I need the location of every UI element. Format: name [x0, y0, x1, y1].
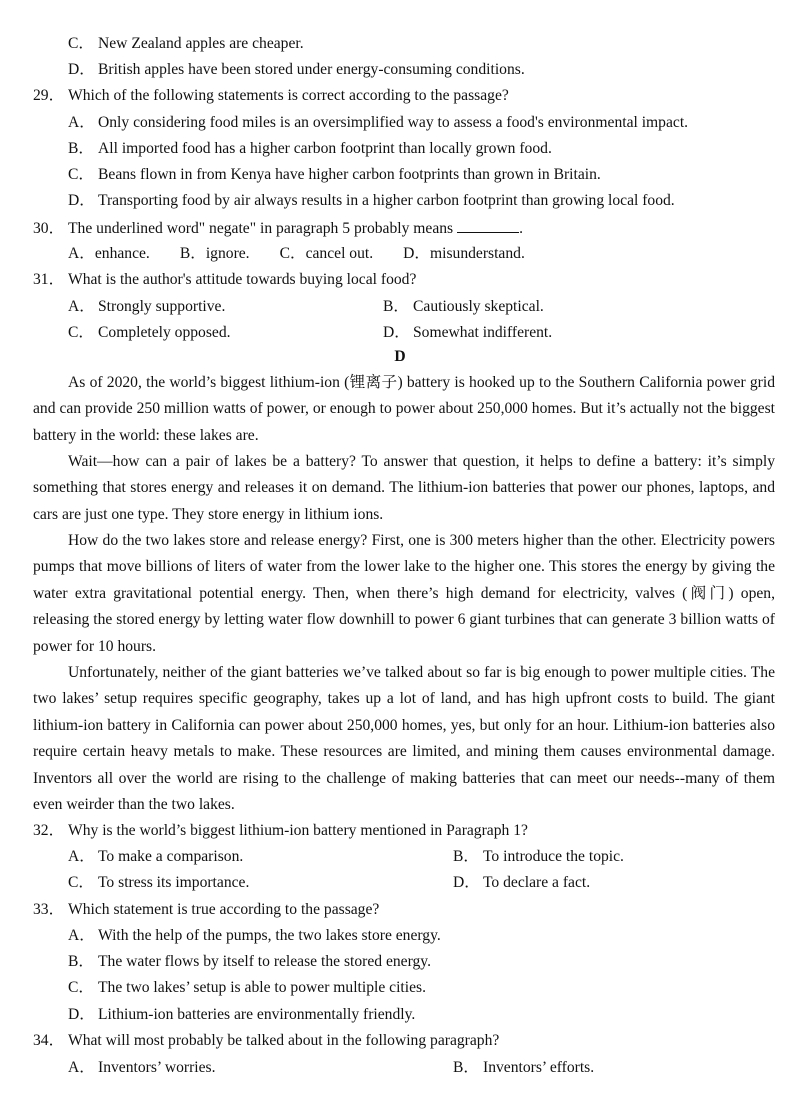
q31-stem	[33, 270, 416, 290]
q34-stem	[33, 1031, 499, 1051]
option-text: With the help of the pumps, the two lakes store energy.	[98, 927, 441, 944]
answer-blank	[457, 218, 519, 233]
question-text: The underlined word" negate" in paragraph 5 probably means	[68, 220, 454, 237]
q32-option-b	[453, 847, 624, 867]
option-letter: C．	[68, 324, 94, 341]
q29-stem	[33, 86, 509, 106]
q29-option-a	[68, 113, 688, 133]
option-letter: A．	[68, 298, 95, 315]
q32-stem	[33, 821, 528, 841]
question-number: 29．	[33, 87, 65, 104]
question-text: What is the author's attitude towards buying local food?	[68, 271, 417, 288]
q28-option-d	[68, 60, 525, 80]
question-text: Why is the world’s biggest lithium-ion battery mentioned in Paragraph 1?	[68, 822, 528, 839]
question-number: 30．	[33, 220, 65, 237]
q31-option-d	[383, 323, 552, 343]
q33-option-a	[68, 926, 441, 946]
q31-option-c	[68, 323, 231, 343]
option-text: Lithium-ion batteries are environmentally friendly.	[98, 1006, 416, 1023]
option-letter: C．	[68, 979, 94, 996]
option-text: The two lakes’ setup is able to power multiple cities.	[98, 979, 426, 996]
question-number: 34．	[33, 1032, 65, 1049]
option-text: Only considering food miles is an oversimplified way to assess a food's environmental impact.	[98, 114, 689, 131]
q33-stem	[33, 900, 379, 920]
option-letter: B．	[453, 848, 479, 865]
option-text: Strongly supportive.	[98, 298, 226, 315]
q32-option-a	[68, 847, 243, 867]
option-letter: D．	[383, 324, 410, 341]
q34-option-b	[453, 1058, 594, 1078]
option-letter: C．	[279, 245, 306, 262]
option-letter: A．	[68, 1059, 95, 1076]
option-letter: D．	[68, 61, 95, 78]
q29-option-c	[68, 165, 601, 185]
option-text: cancel out.	[305, 245, 374, 262]
option-text: To introduce the topic.	[483, 848, 624, 865]
q30-stem	[33, 218, 523, 239]
option-text: Inventors’ efforts.	[483, 1059, 595, 1076]
q33-option-c	[68, 978, 426, 998]
option-letter: D．	[453, 874, 480, 891]
option-letter: B．	[383, 298, 409, 315]
option-letter: A．	[68, 114, 95, 131]
q33-option-d	[68, 1005, 415, 1025]
option-text: British apples have been stored under energy-consuming conditions.	[98, 61, 525, 78]
q33-option-b	[68, 952, 431, 972]
q30-option-c	[280, 244, 374, 264]
option-text: misunderstand.	[430, 245, 525, 262]
question-number: 33．	[33, 901, 65, 918]
option-letter: A．	[68, 245, 95, 262]
q29-option-d	[68, 191, 675, 211]
passage-title: D	[394, 348, 406, 365]
option-text: New Zealand apples are cheaper.	[98, 35, 304, 52]
option-text: Transporting food by air always results in a higher carbon footprint than growing local food.	[98, 192, 675, 209]
option-letter: A．	[68, 848, 95, 865]
passage-paragraph-2: Wait—how can a pair of lakes be a battery? To answer that question, it helps to define a battery: it’s simply something that stores energy and releases it on demand. The lithium-ion batteries that power our phones, laptops, and cars are just one type. They store energy in lithium ions.	[33, 453, 775, 523]
question-text: Which of the following statements is correct according to the passage?	[68, 87, 509, 104]
option-letter: D．	[68, 1006, 95, 1023]
option-text: ignore.	[205, 245, 250, 262]
option-text: All imported food has a higher carbon footprint than locally grown food.	[98, 140, 552, 157]
question-text: Which statement is true according to the passage?	[68, 901, 380, 918]
stem-period: .	[519, 220, 524, 237]
q30-option-d	[403, 244, 525, 264]
option-letter: C．	[68, 35, 94, 52]
option-text: enhance.	[94, 245, 150, 262]
q31-option-a	[68, 297, 225, 317]
passage-paragraph-4: Unfortunately, neither of the giant batteries we’ve talked about so far is big enough to power multiple cities. The two lakes’ setup requires specific geography, takes up a lot of land, and has high upfront costs to build. The giant lithium-ion battery in California can power about 250,000 homes, yes, but only for an hour. Lithium-ion batteries also require certain heavy metals to make. These resources are limited, and mining them causes environmental damage. Inventors all over the world are rising to the challenge of making batteries that can meet our needs--many of them even weirder than the two lakes.	[33, 664, 775, 814]
option-text: Cautiously skeptical.	[413, 298, 544, 315]
question-number: 31．	[33, 271, 65, 288]
option-text: Beans flown in from Kenya have higher carbon footprints than grown in Britain.	[98, 166, 601, 183]
option-text: The water flows by itself to release the stored energy.	[98, 953, 431, 970]
passage-paragraph-3: How do the two lakes store and release energy? First, one is 300 meters higher than the other. Electricity powers pumps that move billions of liters of water from the lower lake to the higher one. This stores the energy by giving the water extra gravitational potential energy. Then, when there’s high demand for electricity, valves (阀门) open, releasing the stored energy by letting water flow downhill to power 6 giant turbines that can generate 3 billion watts of power for 10 hours.	[33, 532, 775, 655]
option-text: Completely opposed.	[98, 324, 231, 341]
option-letter: A．	[68, 927, 95, 944]
option-letter: B．	[453, 1059, 479, 1076]
option-text: Somewhat indifferent.	[413, 324, 553, 341]
option-letter: C．	[68, 166, 94, 183]
q30-option-a	[68, 244, 150, 264]
q30-option-b	[180, 244, 250, 264]
q32-option-d	[453, 873, 590, 893]
option-text: To declare a fact.	[483, 874, 591, 891]
option-letter: B．	[179, 245, 206, 262]
passage-paragraph-1: As of 2020, the world’s biggest lithium-ion (锂离子) battery is hooked up to the Southern California power grid and can provide 250 million watts of power, or enough to power about 250,000 homes. But it’s actually not the biggest battery in the world: these lakes are.	[33, 374, 775, 444]
option-letter: D．	[68, 192, 95, 209]
option-letter: D．	[403, 245, 430, 262]
option-letter: B．	[68, 140, 94, 157]
q29-option-b	[68, 139, 552, 159]
q34-option-a	[68, 1058, 216, 1078]
q28-option-c	[68, 34, 304, 54]
option-text: To stress its importance.	[98, 874, 250, 891]
option-letter: C．	[68, 874, 94, 891]
q30-options	[68, 244, 555, 264]
q32-option-c	[68, 873, 249, 893]
question-number: 32．	[33, 822, 65, 839]
question-text: What will most probably be talked about in the following paragraph?	[68, 1032, 500, 1049]
q31-option-b	[383, 297, 544, 317]
option-text: To make a comparison.	[98, 848, 244, 865]
option-text: Inventors’ worries.	[98, 1059, 216, 1076]
option-letter: B．	[68, 953, 94, 970]
